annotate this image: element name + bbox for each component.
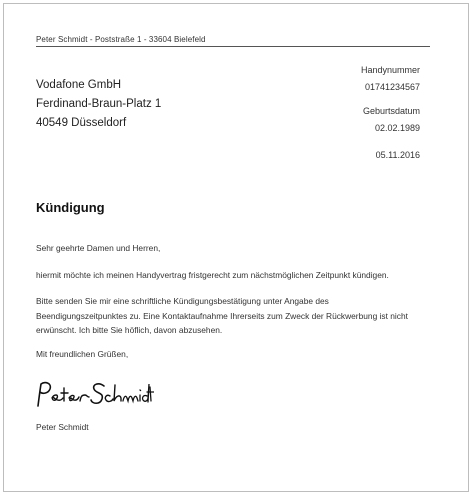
phone-value: 01741234567 [364, 82, 420, 92]
closing-phrase: Mit freundlichen Grüßen, [36, 349, 129, 359]
birthdate-value: 02.02.1989 [374, 123, 420, 133]
recipient-name: Vodafone GmbH [36, 79, 122, 91]
handwritten-signature [34, 378, 154, 412]
paragraph-confirmation [36, 294, 408, 338]
paragraph-line: erwünscht. Ich bitte Sie höflich, davon abzusehen. [36, 325, 223, 335]
letter-subject: Kündigung [36, 200, 105, 215]
letter-date: 05.11.2016 [375, 150, 420, 160]
signer-name: Peter Schmidt [36, 422, 89, 432]
sender-return-address: Peter Schmidt - Poststraße 1 - 33604 Bielefeld [36, 35, 206, 44]
birthdate-label: Geburtsdatum [362, 106, 420, 116]
paragraph-cancellation: hiermit möchte ich meinen Handyvertrag fristgerecht zum nächstmöglichen Zeitpunkt kündigen. [36, 270, 389, 280]
sender-divider [36, 46, 430, 47]
salutation: Sehr geehrte Damen und Herren, [36, 243, 161, 253]
recipient-address [36, 76, 161, 133]
paragraph-line: Bitte senden Sie mir eine schriftliche Kündigungsbestätigung unter Angabe des [36, 296, 329, 306]
phone-label: Handynummer [360, 65, 420, 75]
letter-page [3, 3, 469, 492]
recipient-city: 40549 Düsseldorf [36, 117, 127, 129]
recipient-street: Ferdinand-Braun-Platz 1 [36, 98, 162, 110]
paragraph-line: Beendigungszeitpunktes zu. Eine Kontaktaufnahme Ihrerseits zum Zweck der Rückwerbung ist nicht [36, 310, 408, 321]
